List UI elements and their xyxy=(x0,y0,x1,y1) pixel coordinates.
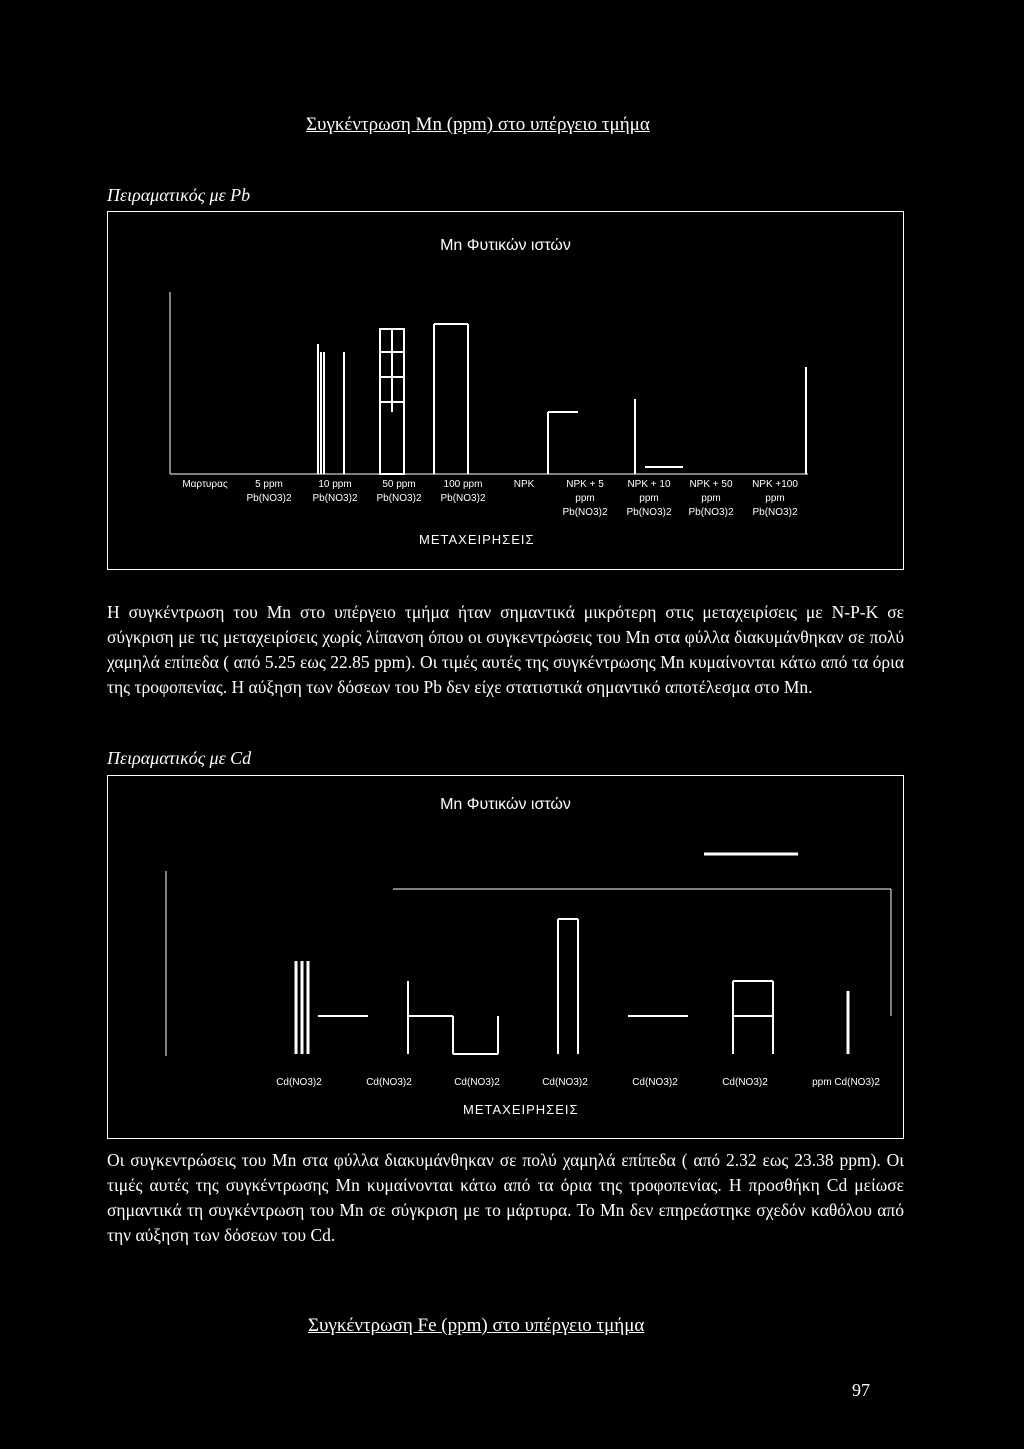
chart-pb-tick-3: 50 ppm Pb(NO3)2 xyxy=(376,479,422,504)
chart-cd-bar-5 xyxy=(628,981,773,1054)
chart-pb-bar-npk xyxy=(548,412,578,474)
chart-cd-title: Mn Φυτικών ιστών xyxy=(440,796,571,813)
chart-cd-tick-5: Cd(NO3)2 xyxy=(722,1077,768,1088)
subsection-title-pb: Πειραματικός με Pb xyxy=(107,185,251,205)
chart-pb-tick-1: 5 ppm Pb(NO3)2 xyxy=(246,479,292,504)
section-heading-fe: Συγκέντρωση Fe (ppm) στο υπέργειο τμήμα xyxy=(308,1315,645,1336)
chart-pb-bar-50ppm xyxy=(434,324,468,474)
chart-pb-bar-10ppm xyxy=(380,329,404,474)
page-number: 97 xyxy=(852,1380,870,1400)
chart-cd-tick-1: Cd(NO3)2 xyxy=(366,1077,412,1088)
chart-cd-bar-3 xyxy=(453,1016,498,1054)
section-heading-mn: Συγκέντρωση Mn (ppm) στο υπέργειο τμήμα xyxy=(306,114,650,135)
chart-cd-bar-4 xyxy=(558,919,578,1054)
chart-cd-tick-2: Cd(NO3)2 xyxy=(454,1077,500,1088)
chart-cd-tick-0: Cd(NO3)2 xyxy=(276,1077,322,1088)
chart-pb-title: Mn Φυτικών ιστών xyxy=(440,237,571,254)
paragraph-pb: Η συγκέντρωση του Mn στο υπέργειο τμήμα ήταν σημαντικά μικρότερη στις μεταχειρίσεις με N-P-K σε σύγκριση με τις μεταχειρίσεις χωρίς λίπανση όπου οι συγκεντρώσεις του Mn στα φύλλα διακυμάνθηκαν σε πολύ χαμηλά επίπεδα ( από 5.25 εως 22.85 ppm). Οι τιμές αυτές της συγκέντρωσης Mn κυμαίνονται κάτω από τα όρια της τροφοπενίας. Η αύξηση των δόσεων του Pb δεν είχε στατιστικά σημαντικό αποτέλεσμα στο Mn. xyxy=(107,602,904,697)
paragraph-cd: Οι συγκεντρώσεις του Mn στα φύλλα διακυμάνθηκαν σε πολύ χαμηλά επίπεδα ( από 2.32 εως 23.38 ppm). Οι τιμές αυτές της συγκέντρωσης Mn κυμαίνονται κάτω από τα όρια της τροφοπενίας. Η προσθήκη Cd μείωσε σημαντικά τη συγκέντρωση του Mn σε σύγκριση με το μάρτυρα. Το Mn δεν επηρεάστηκε σχεδόν καθόλου από την αύξηση των δόσεων του Cd. xyxy=(107,1150,904,1245)
chart-pb-tick-7: NPK + 10 ppm Pb(NO3)2 xyxy=(626,479,672,518)
chart-pb-tick-2: 10 ppm Pb(NO3)2 xyxy=(312,479,358,504)
chart-pb-bar-5ppm xyxy=(318,344,344,474)
chart-cd xyxy=(107,775,904,1139)
chart-cd-tick-3: Cd(NO3)2 xyxy=(542,1077,588,1088)
chart-pb-tick-4: 100 ppm Pb(NO3)2 xyxy=(440,479,486,504)
chart-pb-tick-8: NPK + 50 ppm Pb(NO3)2 xyxy=(688,479,734,518)
chart-pb-tick-9: NPK +100 ppm Pb(NO3)2 xyxy=(752,479,798,518)
chart-cd-xlabel: ΜΕΤΑΧΕΙΡΗΣΕΙΣ xyxy=(463,1102,579,1117)
chart-pb-tick-5: NPK xyxy=(513,479,535,490)
chart-cd-tick-4: Cd(NO3)2 xyxy=(632,1077,678,1088)
chart-pb-xlabel: ΜΕΤΑΧΕΙΡΗΣΕΙΣ xyxy=(419,532,535,547)
chart-cd-bar-1 xyxy=(296,961,308,1054)
chart-cd-bar-2 xyxy=(318,981,453,1054)
subsection-title-cd: Πειραματικός με Cd xyxy=(107,748,252,768)
chart-pb-tick-0: Μαρτυρας xyxy=(182,479,228,490)
chart-pb xyxy=(107,211,904,570)
chart-pb-tick-6: NPK + 5 ppm Pb(NO3)2 xyxy=(562,479,608,518)
chart-cd-tick-6: ppm Cd(NO3)2 xyxy=(812,1077,880,1088)
